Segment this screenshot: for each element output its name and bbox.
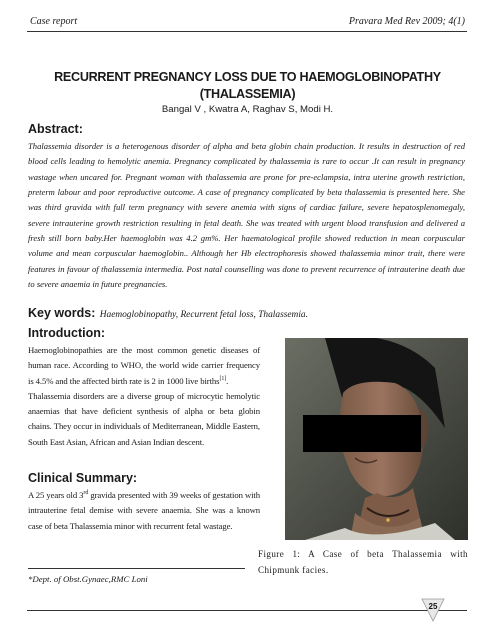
- patient-photo-illustration: [285, 338, 468, 540]
- clinical-text-a: A 25 years old 3: [28, 490, 84, 500]
- clinical-summary-body: [28, 488, 260, 534]
- keywords-text: Haemoglobinopathy, Recurrent fetal loss, Thalassemia.: [99, 310, 308, 320]
- introduction-paragraph-2: Thalassemia disorders are a diverse group of microcytic hemolytic anaemias that have deficient synthesis of alpha or beta globin chains. They occur in individuals of Mediterranean, Middle Eastern, South East Asian, African and Asian Indian descent.: [28, 390, 260, 447]
- header-section-label: Case report: [30, 16, 78, 27]
- author-list: Bangal V , Kwatra A, Raghav S, Modi H.: [161, 104, 334, 115]
- introduction-paragraph-1: [28, 343, 260, 389]
- header-rule: [27, 31, 467, 32]
- keywords-line: [28, 306, 465, 322]
- abstract-heading: Abstract:: [28, 122, 83, 136]
- ordinal-suffix: rd: [83, 490, 89, 497]
- footer-rule: [27, 610, 467, 611]
- keywords-label: Key words:: [28, 306, 96, 320]
- citation-ref: [1]: [219, 375, 227, 382]
- clinical-summary-heading: Clinical Summary:: [28, 471, 138, 485]
- affiliation-footnote: *Dept. of Obst.Gynaec,RMC Loni: [28, 574, 148, 584]
- page-number: 25: [428, 602, 438, 611]
- running-header: [30, 16, 465, 28]
- title-line-1: RECURRENT PREGNANCY LOSS DUE TO HAEMOGLOBINOPATHY: [54, 70, 441, 84]
- introduction-heading: Introduction:: [28, 326, 106, 340]
- title-line-2: (THALASSEMIA): [199, 87, 296, 101]
- footnote-rule: [28, 568, 245, 569]
- patient-photo: [285, 338, 468, 540]
- introduction-p1-text: Haemoglobinopathies are the most common genetic diseases of human race. According to WHO, the world wide carrier frequency is 4.5% and the affected birth rate is 2 in 1000 live births: [28, 345, 260, 386]
- page-number-badge: [420, 597, 446, 623]
- clinical-text-b: gravida presented with 39 weeks of gestation with intrauterine fetal demise with severe anaemia. She was a known case of beta Thalassemia minor with recurrent fetal wastage.: [28, 490, 260, 531]
- introduction-body: [28, 343, 260, 450]
- abstract-text: Thalassemia disorder is a heterogenous disorder of alpha and beta globin chain production. It results in destruction of red blood cells leading to hemolytic anemia. Pregnancy complicated by thalassemia is rare to occur .It can result in pregnancy wastage when uncared for. Pregnant woman with thalassemia are prone for pre-eclampsia, intra uterine growth restriction, preterm labour and poor reproductive outcome. A case of pregnancy complicated by beta thalassemia is presented here. She was third gravida with full term pregnancy with severe anemia with signs of cardiac failure, severe hepatosplenomegaly, severe intrauterine growth restriction resulting in fetal death. She was treated with urgent blood transfusion and delivered a fresh still born baby.Her haemoglobin was 4.2 gm%. Her haematological profile showed reduction in mean corpuscular volume and mean corpuscular haemoglobin.. Although her Hb electrophoresis showed thalassemia minor trait, there were features in favour of thalassemia intermedia. Post natal counselling was done to prevent recurrence of intrauterine death due to severe anaemia in future pregnancies.: [28, 141, 465, 290]
- article-title: [30, 69, 465, 103]
- introduction-p1-end: .: [226, 375, 229, 386]
- figure-caption: Figure 1: A Case of beta Thalassemia with Chipmunk facies.: [258, 549, 468, 575]
- header-journal-citation: Pravara Med Rev 2009; 4(1): [348, 16, 465, 27]
